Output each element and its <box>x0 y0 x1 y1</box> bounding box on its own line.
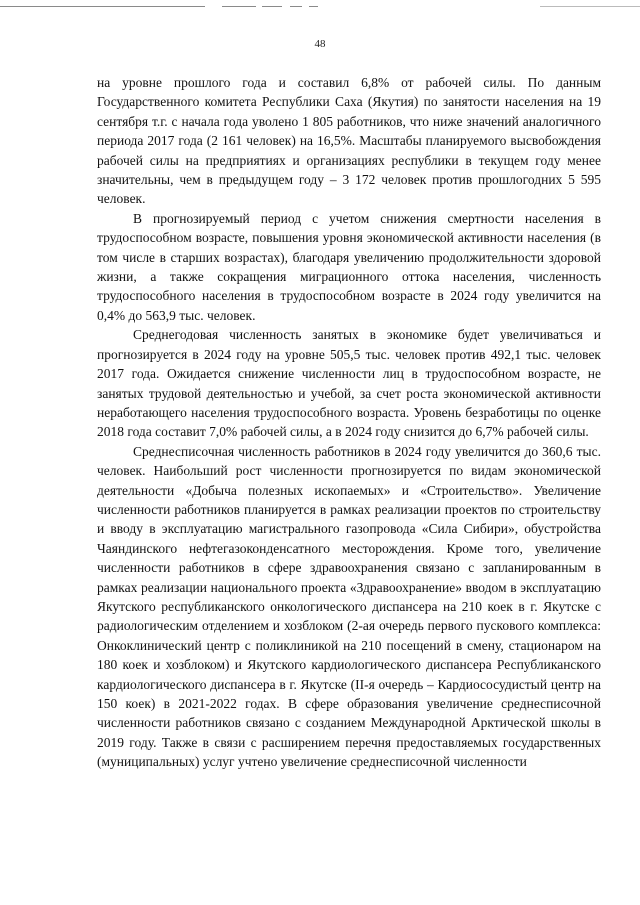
paragraph-4: Среднесписочная численность работников в 2024 году увеличится до 360,6 тыс. человек. Наибольший рост численности прогнозируется по видам экономической деятельности «Добыча полезных ископаемых» и «Строительство». Увеличение численности работников планируется в рамках реализации проектов по строительству и вводу в эксплуатацию магистрального газопровода «Сила Сибири», обустройства Чаяндинского нефтегазоконденсатного месторождения. Кроме того, увеличение численности работников в сфере здравоохранения связано с запланированным в рамках реализации национального проекта «Здравоохранение» вводом в эксплуатацию Якутского республиканского онкологического диспансера на 210 коек в г. Якутске с радиологическим отделением и хозблоком (2-ая очередь первого пускового комплекса: Онкоклинический центр с поликлиникой на 210 посещений в смену, стационаром на 180 коек и хозблоком) и Якутского кардиологического диспансера Республиканского кардиологического диспансера в г. Якутске (II-я очередь – Кардиососудистый центр на 150 коек) в 2021-2022 годах. В сфере образования увеличение среднесписочной численности работников связано с созданием Международной Арктической школы в 2019 году. Также в связи с расширением перечня предоставляемых государственных (муниципальных) услуг учтено увеличение среднесписочной численности <box>97 443 601 770</box>
paragraph-3: Среднегодовая численность занятых в экономике будет увеличиваться и прогнозируется в 2024 году на уровне 505,5 тыс. человек против 492,1 тыс. человек 2017 года. Ожидается снижение численности лиц в трудоспособном возрасте, не занятых трудовой деятельностью и учебой, за счет роста экономической активности неработающего населения трудоспособного возраста. Уровень безработицы по оценке 2018 года составит 7,0% рабочей силы, а в 2024 году снизится до 6,7% рабочей силы. <box>97 327 601 440</box>
paragraph-2: В прогнозируемый период с учетом снижения смертности населения в трудоспособном возрасте, повышения уровня экономической активности населения (в том числе в старших возрастах), благодаря увеличению продолжительности здоровой жизни, а также сокращения миграционного оттока населения, численность трудоспособного населения в трудоспособном возрасте в 2024 году увеличится на 0,4% до 563,9 тыс. человек. <box>97 210 601 323</box>
scan-edge-artifact <box>0 6 640 8</box>
document-body <box>97 73 601 772</box>
paragraph-1: на уровне прошлого года и составил 6,8% от рабочей силы. По данным Государственного комитета Республики Саха (Якутия) по занятости населения на 19 сентября т.г. с начала года уволено 1 805 работников, что ниже значений аналогичного периода 2017 года (2 161 человек) на 16,5%. Масштабы планируемого высвобождения рабочей силы на предприятиях и организациях республики в текущем году менее значительны, чем в предыдущем году – 3 172 человек против прошлогодних 5 595 человек. <box>97 75 601 207</box>
page-number: 48 <box>314 38 326 50</box>
